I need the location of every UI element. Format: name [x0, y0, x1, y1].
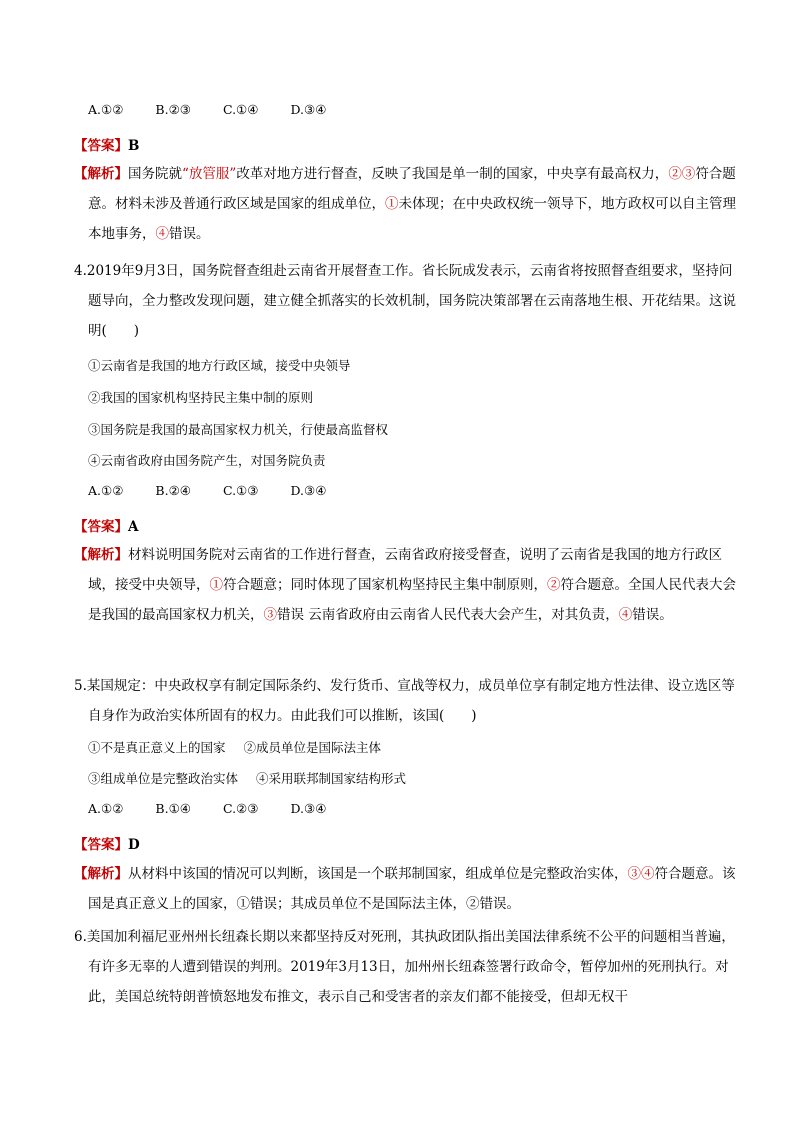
q4-answer — [74, 515, 138, 535]
explanation-tag: 【解析】 — [74, 866, 128, 882]
option-b: B.②③ — [155, 102, 191, 117]
exp-mark: ②③ — [668, 166, 696, 182]
option-d: D.③④ — [290, 102, 327, 117]
q3-options — [88, 102, 326, 117]
exp-text: 错误。 — [632, 607, 673, 623]
q5-item-4: ④采用联邦制国家结构形式 — [256, 771, 407, 786]
exp-mark: ④ — [155, 226, 169, 242]
exp-text: 符合题意。全国人民代表大会是我国的最高国家权力机关， — [88, 577, 736, 623]
q5-item-1: ①不是真正意义上的国家 — [88, 740, 226, 755]
answer-value: A — [128, 519, 139, 535]
q4-item-2: ②我国的国家机构坚持民主集中制的原则 — [88, 390, 314, 405]
q4-item-4: ④云南省政府由国务院产生，对国务院负责 — [88, 453, 326, 468]
explanation-tag: 【解析】 — [74, 547, 128, 563]
exp-text: 错误。 — [169, 226, 210, 242]
option-b: B.②④ — [155, 483, 191, 498]
option-c: C.②③ — [222, 801, 259, 816]
exp-mark: ③④ — [627, 866, 655, 882]
exp-text: 符合题意。材料未涉及普通行政区域是国家的组成单位， — [88, 166, 736, 212]
answer-tag: 【答案】 — [74, 837, 128, 853]
option-d: D.③④ — [290, 483, 327, 498]
q5-item-3: ③组成单位是完整政治实体 — [88, 771, 239, 786]
option-c: C.①③ — [222, 483, 259, 498]
exp-mark: ① — [385, 196, 399, 212]
answer-value: B — [128, 138, 140, 154]
answer-tag: 【答案】 — [74, 519, 128, 535]
q4-stem: 4.2019年9月3日，国务院督查组赴云南省开展督查工作。省长阮成发表示，云南省将按照督查组要求，坚持问题导向，全力整改发现问题，建立健全抓落实的长效机制，国务院决策部署在云南落地生根、开花结果。这说明( ) — [74, 263, 736, 339]
exp-text: 符合题意；同时体现了国家机构坚持民主集中制原则， — [223, 577, 547, 593]
q5-item-2: ②成员单位是国际法主体 — [243, 740, 382, 755]
q4-options — [88, 483, 326, 498]
exp-text: 从材料中该国的情况可以判断，该国是一个联邦制国家，组成单位是完整政治实体， — [128, 866, 628, 882]
exp-text: 未体现；在中央政权统一领导下，地方政权可以自主管理本地事务， — [88, 196, 736, 242]
option-d: D.③④ — [290, 801, 327, 816]
option-b: B.①④ — [155, 801, 191, 816]
q5-items-row-1 — [88, 738, 381, 756]
q4-item-3: ③国务院是我国的最高国家权力机关，行使最高监督权 — [88, 422, 389, 437]
explanation-tag: 【解析】 — [74, 166, 128, 182]
q5-answer — [74, 833, 140, 853]
q4-explanation — [74, 540, 739, 630]
q3-answer — [74, 134, 139, 154]
option-a: A.①② — [88, 801, 124, 816]
exp-text: 改革对地方进行督查，反映了我国是单一制的国家，中央享有最高权力， — [236, 166, 669, 182]
option-a: A.①② — [88, 483, 124, 498]
exp-mark: ③ — [263, 607, 277, 623]
option-c: C.①④ — [222, 102, 259, 117]
q6-stem: 6.美国加利福尼亚州州长纽森长期以来都坚持反对死刑，其执政团队指出美国法律系统不公平的问题相当普遍，有许多无辜的人遭到错误的判刑。2019年3月13日，加州州长纽森签署行政命令，暂停加州的死刑执行。对此，美国总统特朗普愤怒地发布推文，表示自己和受害者的亲友们都不能接受，但却无权干 — [74, 929, 735, 1005]
q5-explanation — [74, 859, 739, 919]
answer-tag: 【答案】 — [74, 138, 128, 154]
q5-items-row-2 — [88, 769, 406, 787]
exp-mark: ④ — [618, 607, 633, 623]
exp-text: 符合题意。该国是真正意义上的国家，①错误；其成员单位不是国际法主体，②错误。 — [88, 866, 736, 912]
q5-stem: 5.某国规定：中央政权享有制定国际条约、发行货币、宣战等权力，成员单位享有制定地方性法律、设立选区等自身作为政治实体所固有的权力。由此我们可以推断，该国( ) — [74, 678, 735, 724]
q5-options — [88, 801, 326, 816]
exp-text: 材料说明国务院对云南省的工作进行督查，云南省政府接受督查，说明了云南省是我国的地方行政区域，接受中央领导， — [88, 547, 722, 593]
exp-mark: ② — [547, 577, 561, 593]
answer-value: D — [128, 837, 140, 853]
exp-text: 错误 云南省政府由云南省人民代表大会产生，对其负责， — [277, 607, 619, 623]
option-a: A.①② — [88, 102, 124, 117]
q3-explanation — [74, 159, 739, 249]
exp-mark: ① — [209, 577, 223, 593]
exp-quote: “放管服” — [182, 166, 237, 182]
exp-text: 国务院就 — [128, 166, 182, 182]
q4-item-1: ①云南省是我国的地方行政区域，接受中央领导 — [88, 358, 351, 373]
